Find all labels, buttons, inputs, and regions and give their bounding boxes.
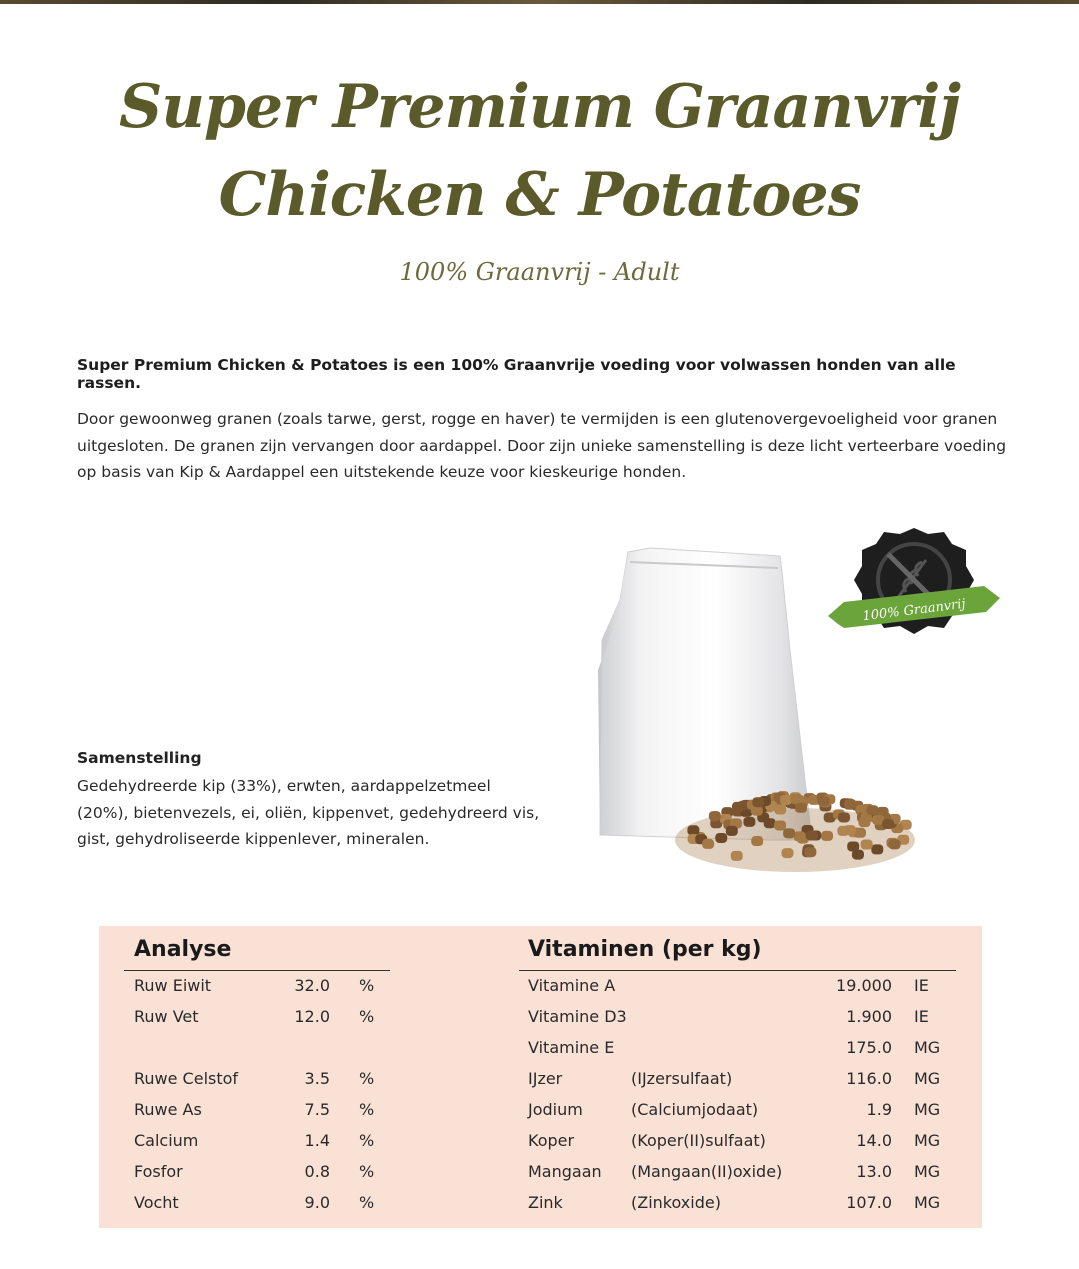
page-subtitle: 100% Graanvrij - Adult (399, 258, 680, 286)
kibble-piece (806, 830, 818, 840)
vitamin-row-value: 14.0 (856, 1131, 892, 1150)
grain-free-badge (826, 520, 1002, 650)
kibble-piece (889, 839, 901, 849)
vitamin-row-form: (Zinkoxide) (631, 1193, 721, 1212)
vitamin-row-unit: IE (914, 1007, 929, 1026)
analysis-row-value: 3.5 (304, 1069, 330, 1088)
intro-body: Door gewoonweg granen (zoals tarwe, gerst, rogge en haver) te vermijden is een glutenovergevoeligheid voor granen uitgesloten. De granen zijn vervangen door aardappel. Door zijn unieke samenstelling is deze licht verteerbare voeding op basis van Kip & Aardappel een uitstekende keuze voor kieskeurige honden. (77, 410, 1007, 481)
vitamin-row-name: Vitamine E (528, 1038, 615, 1057)
vitamin-row-unit: IE (914, 976, 929, 995)
analysis-divider (124, 970, 390, 971)
analysis-row-name: Ruwe Celstof (134, 1069, 239, 1088)
vitamin-row-name: Koper (528, 1131, 575, 1150)
analysis-title: Analyse (134, 937, 232, 962)
analysis-row-value: 32.0 (294, 976, 330, 995)
kibble-piece (774, 820, 786, 830)
vitamin-row-unit: MG (914, 1038, 941, 1057)
vitamin-row-value: 19.000 (836, 976, 892, 995)
vitamin-row-name: Jodium (528, 1100, 583, 1119)
kibble-piece (794, 831, 806, 841)
analysis-row-name: Ruw Vet (134, 1007, 199, 1026)
analysis-row-name: Vocht (134, 1193, 179, 1212)
kibble-piece (882, 819, 894, 829)
analysis-row-unit: % (359, 1131, 375, 1150)
vitamin-row-name: Vitamine D3 (528, 1007, 627, 1026)
kibble-piece (731, 851, 743, 861)
analysis-row-unit: % (359, 976, 375, 995)
page-title-line1: Super Premium Graanvrij (119, 72, 960, 142)
composition-title: Samenstelling (77, 749, 202, 767)
vitamin-row-unit: MG (914, 1100, 941, 1119)
analysis-row-name: Calcium (134, 1131, 199, 1150)
kibble-piece (858, 817, 870, 827)
kibble-piece (852, 850, 864, 860)
vitamin-row-name: IJzer (528, 1069, 563, 1088)
kibble-piece (844, 799, 856, 809)
intro-lead: Super Premium Chicken & Potatoes is een 100% Graanvrije voeding voor volwassen honden van alle rassen. (77, 356, 956, 392)
vitamin-row-unit: MG (914, 1162, 941, 1181)
kibble-piece (795, 803, 807, 813)
analysis-row-name: Fosfor (134, 1162, 183, 1181)
analysis-row-value: 9.0 (304, 1193, 330, 1212)
badge-label: 100% Graanvrij (861, 596, 967, 625)
vitamin-row-name: Mangaan (528, 1162, 602, 1181)
page-title-line2: Chicken & Potatoes (218, 160, 861, 230)
vitamin-row-value: 107.0 (846, 1193, 892, 1212)
top-border (0, 0, 1079, 4)
vitamin-row-form: (Mangaan(II)oxide) (631, 1162, 783, 1181)
kibble-piece (732, 802, 744, 812)
kibble-piece (821, 831, 833, 841)
analysis-row-value: 0.8 (304, 1162, 330, 1181)
kibble-piece (709, 811, 721, 821)
kibble-piece (764, 818, 776, 828)
kibble-piece (751, 836, 763, 846)
kibble-piece (726, 826, 738, 836)
vitamin-row-form: (IJzersulfaat) (631, 1069, 733, 1088)
vitamin-row-value: 1.900 (846, 1007, 892, 1026)
kibble-piece (780, 795, 792, 805)
kibble-piece (861, 840, 873, 850)
vitamin-row-form: (Koper(II)sulfaat) (631, 1131, 766, 1150)
kibble-piece (687, 825, 699, 835)
vitamin-row-unit: MG (914, 1131, 941, 1150)
kibble-piece (871, 844, 883, 854)
kibble-piece (752, 797, 764, 807)
vitamin-row-name: Zink (528, 1193, 563, 1212)
analysis-row-name: Ruw Eiwit (134, 976, 212, 995)
vitamin-row-value: 13.0 (856, 1162, 892, 1181)
analysis-row-unit: % (359, 1193, 375, 1212)
vitamin-row-unit: MG (914, 1069, 941, 1088)
vitamins-title: Vitaminen (per kg) (528, 937, 762, 962)
kibble-piece (743, 817, 755, 827)
kibble-piece (781, 848, 793, 858)
kibble-piece (715, 833, 727, 843)
vitamins-divider (519, 970, 956, 971)
vitamin-row-unit: MG (914, 1193, 941, 1212)
kibble-piece (838, 812, 850, 822)
vitamin-row-value: 175.0 (846, 1038, 892, 1057)
kibble-piece (837, 826, 849, 836)
vitamin-row-value: 116.0 (846, 1069, 892, 1088)
analysis-row-value: 7.5 (304, 1100, 330, 1119)
kibble-piece (702, 839, 714, 849)
kibble-piece (804, 847, 816, 857)
analysis-row-unit: % (359, 1100, 375, 1119)
analysis-row-name: Ruwe As (134, 1100, 202, 1119)
vitamin-row-name: Vitamine A (528, 976, 616, 995)
analysis-row-unit: % (359, 1007, 375, 1026)
vitamin-row-form: (Calciumjodaat) (631, 1100, 759, 1119)
kibble-piece (783, 828, 795, 838)
vitamin-row-value: 1.9 (866, 1100, 892, 1119)
analysis-row-value: 1.4 (304, 1131, 330, 1150)
analysis-row-unit: % (359, 1162, 375, 1181)
kibble-piece (818, 796, 830, 806)
analysis-row-value: 12.0 (294, 1007, 330, 1026)
analysis-row-unit: % (359, 1069, 375, 1088)
composition-text: Gedehydreerde kip (33%), erwten, aardappelzetmeel (20%), bietenvezels, ei, oliën, kippenvet, gedehydreerd vis, gist, gehydroliseerde kippenlever, mineralen. (77, 777, 540, 848)
